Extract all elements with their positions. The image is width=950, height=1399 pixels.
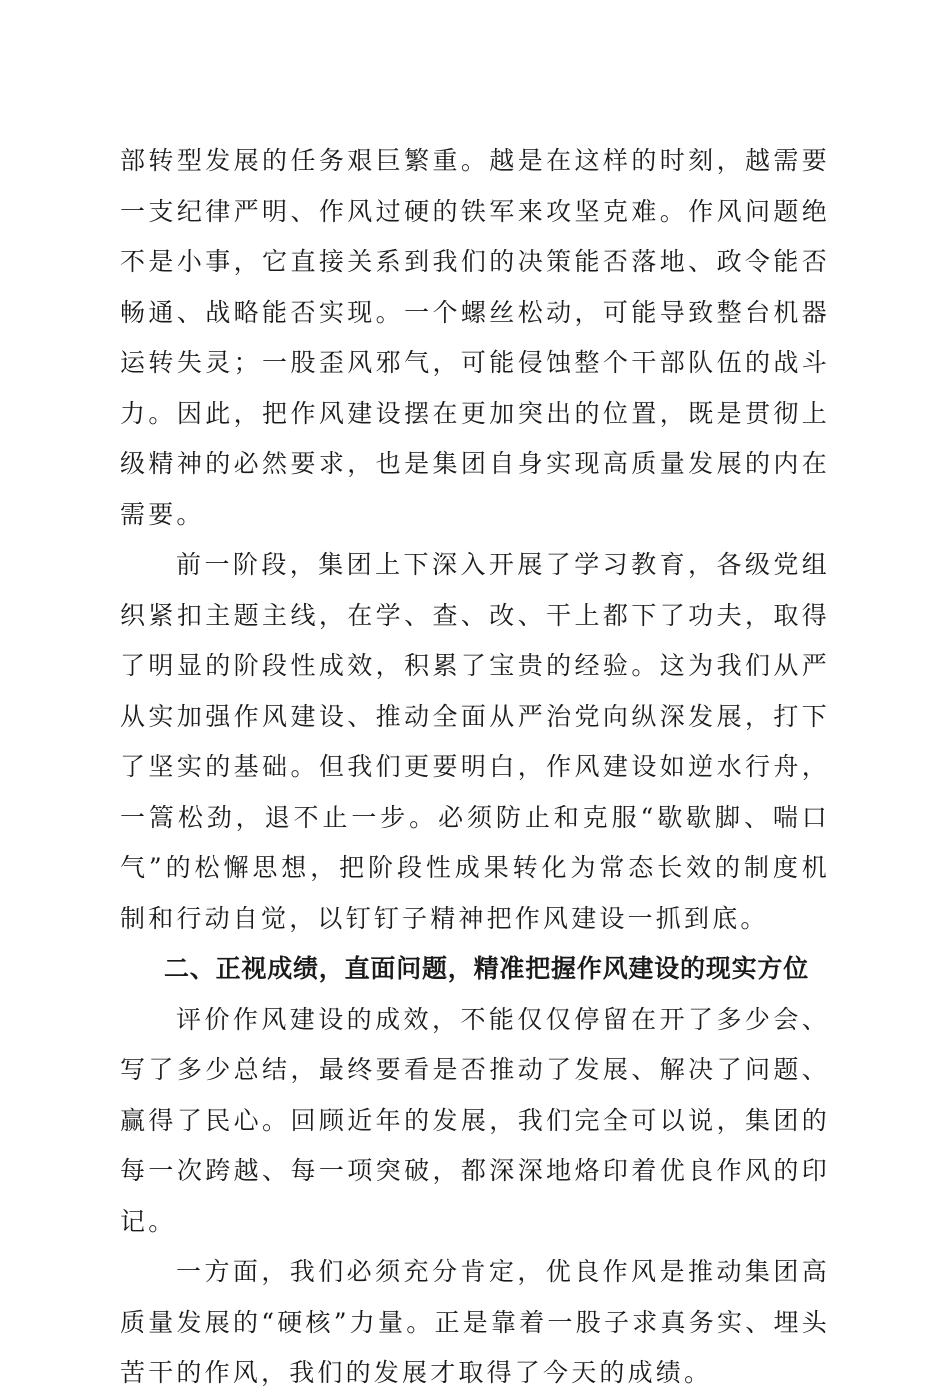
- paragraph-2: 前一阶段，集团上下深入开展了学习教育，各级党组织紧扣主题主线，在学、查、改、干上都下了功夫，取得了明显的阶段性成效，积累了宝贵的经验。这为我们从严从实加强作风建设、推动全面从严治党向纵深发展，打下了坚实的基础。但我们更要明白，作风建设如逆水行舟，一篙松劲，退不止一步。必须防止和克服“歇歇脚、喘口气”的松懈思想，把阶段性成果转化为常态长效的制度机制和行动自觉，以钉钉子精神把作风建设一抓到底。: [120, 550, 830, 933]
- section-heading: 二、正视成绩，直面问题，精准把握作风建设的现实方位: [164, 954, 810, 983]
- paragraph-4: 一方面，我们必须充分肯定，优良作风是推动集团高质量发展的“硬核”力量。正是靠着一股子求真务实、埋头苦干的作风，我们的发展才取得了今天的成绩。: [120, 1257, 830, 1387]
- paragraph-1: 部转型发展的任务艰巨繁重。越是在这样的时刻，越需要一支纪律严明、作风过硬的铁军来攻坚克难。作风问题绝不是小事，它直接关系到我们的决策能否落地、政令能否畅通、战略能否实现。一个螺丝松动，可能导致整台机器运转失灵；一股歪风邪气，可能侵蚀整个干部队伍的战斗力。因此，把作风建设摆在更加突出的位置，既是贯彻上级精神的必然要求，也是集团自身实现高质量发展的内在需要。: [120, 146, 830, 529]
- document-body: [120, 136, 830, 1399]
- paragraph-3: 评价作风建设的成效，不能仅仅停留在开了多少会、写了多少总结，最终要看是否推动了发展、解决了问题、赢得了民心。回顾近年的发展，我们完全可以说，集团的每一次跨越、每一项突破，都深深地烙印着优良作风的印记。: [120, 1004, 830, 1236]
